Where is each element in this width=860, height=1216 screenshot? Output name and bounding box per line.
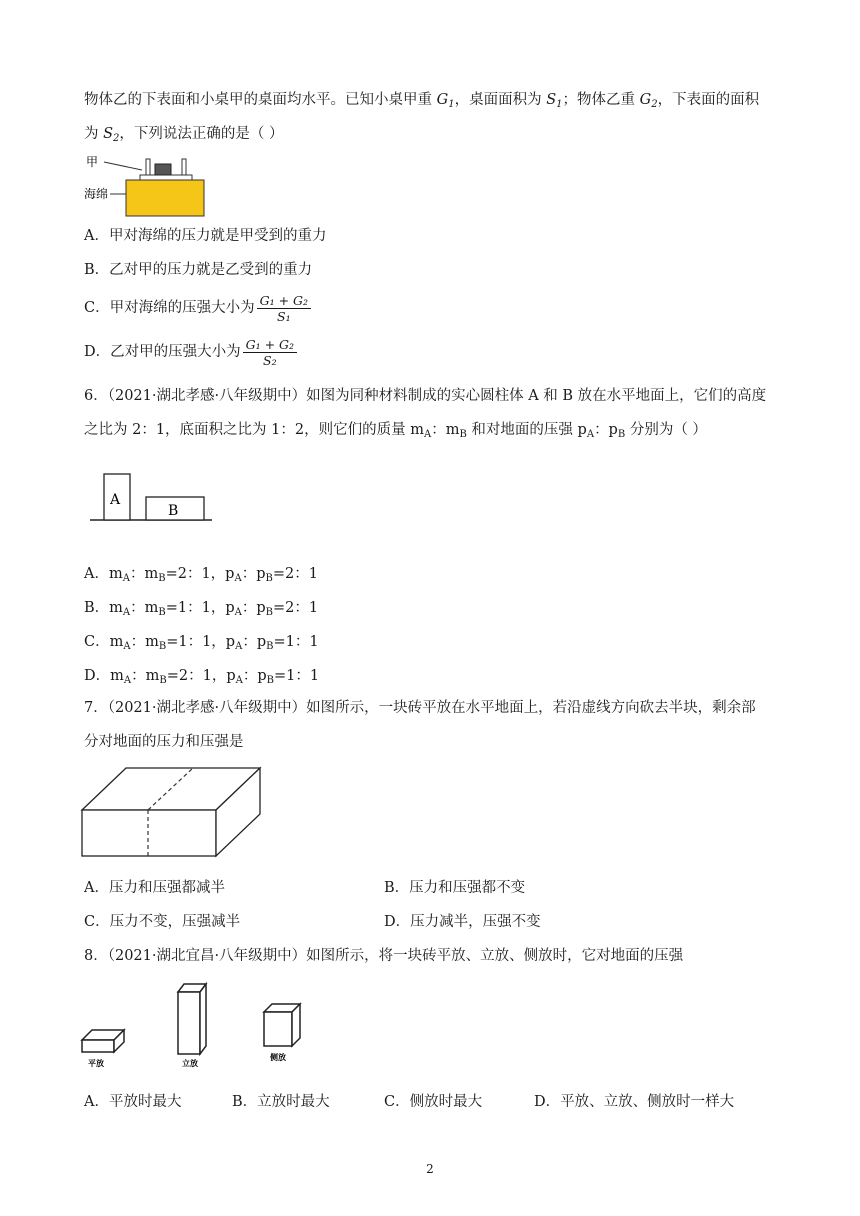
side-brick-front xyxy=(264,1012,292,1046)
q8-stem-line-1: 8．（2021·湖北宜昌·八年级期中）如图所示，将一块砖平放、立放、侧放时，它对地面的压强 xyxy=(84,948,684,964)
intro-line-2: 为 $S_2$，下列说法正确的是（ ） xyxy=(84,126,284,144)
label-cylinder-b: B xyxy=(168,503,179,519)
upright-brick-front xyxy=(178,992,200,1054)
q5-option-d: D．乙对甲的压强大小为 $\frac{\text{G₁ + G₂}}{\text{S₂}}$ xyxy=(84,332,297,372)
label-line-jia xyxy=(104,162,142,170)
q8-option-b: B．立放时最大 xyxy=(232,1094,330,1110)
label-flat: 平放 xyxy=(88,1059,104,1068)
side-brick-side xyxy=(292,1004,300,1046)
flat-brick-front xyxy=(82,1040,114,1052)
figure-brick-dashed xyxy=(78,764,266,860)
page-number: 2 xyxy=(426,1162,434,1176)
intro-line-1: 物体乙的下表面和小桌甲的桌面均水平。已知小桌甲重 $G_1$，桌面面积为 $S_1$；物体乙重 $G_2$，下表面的面积 xyxy=(84,92,760,110)
q8-option-d: D．平放、立放、侧放时一样大 xyxy=(534,1094,735,1110)
q7-option-a: A．压力和压强都减半 xyxy=(84,880,225,896)
label-side: 侧放 xyxy=(270,1053,286,1062)
sponge-block xyxy=(126,180,204,216)
q7-stem-line-1: 7．（2021·湖北孝感·八年级期中）如图所示，一块砖平放在水平地面上，若沿虚线方向砍去半块，剩余部 xyxy=(84,700,756,716)
brick-front-face xyxy=(82,810,216,856)
table-top xyxy=(140,175,192,180)
object-yi xyxy=(155,164,171,175)
q5-option-a: A．甲对海绵的压力就是甲受到的重力 xyxy=(84,228,327,244)
figure-table-on-sponge-svg xyxy=(84,150,214,220)
label-cylinder-a: A xyxy=(110,492,121,508)
figure-table-on-sponge xyxy=(84,150,214,220)
figure-cylinders xyxy=(88,470,218,526)
q5-option-b: B．乙对甲的压力就是乙受到的重力 xyxy=(84,262,313,278)
q7-option-b: B．压力和压强都不变 xyxy=(384,880,526,896)
fraction-c: $\frac{\text{G₁ + G₂}}{\text{S₁}}$ xyxy=(257,293,311,324)
q6-stem-line-2: 之比为 2：1，底面积之比为 1：2，则它们的质量 $m_A$：$m_B$ 和对地面的压强 $p_A$：$p_B$ 分别为（ ） xyxy=(84,422,707,440)
q8-option-a: A．平放时最大 xyxy=(84,1094,182,1110)
figure-brick-orientations xyxy=(78,980,318,1078)
label-jia: 甲 xyxy=(86,155,99,169)
label-sponge: 海绵 xyxy=(84,187,109,201)
table-leg-left xyxy=(146,159,150,175)
label-upright: 立放 xyxy=(182,1059,198,1068)
q7-option-d: D．压力减半，压强不变 xyxy=(384,914,541,930)
q6-option-d: D．$m_A$：$m_B=2$：1，$p_A$：$p_B=1$：1 xyxy=(84,668,320,686)
fraction-d: $\frac{\text{G₁ + G₂}}{\text{S₂}}$ xyxy=(243,337,297,368)
table-leg-right xyxy=(182,159,186,175)
figure-orientations-svg xyxy=(78,980,318,1078)
upright-brick-side xyxy=(200,984,206,1054)
figure-brick-svg xyxy=(78,764,266,860)
q6-option-c: C．$m_A$：$m_B=1$：1，$p_A$：$p_B=1$：1 xyxy=(84,634,319,652)
figure-cylinders-svg xyxy=(88,470,218,526)
q7-stem-line-2: 分对地面的压力和压强是 xyxy=(84,734,244,750)
q6-option-a: A．$m_A$：$m_B=2$：1，$p_A$：$p_B=2$：1 xyxy=(84,566,318,584)
q8-option-c: C．侧放时最大 xyxy=(384,1094,483,1110)
q6-stem-line-1: 6．（2021·湖北孝感·八年级期中）如图为同种材料制成的实心圆柱体 A 和 B 放在水平地面上，它们的高度 xyxy=(84,388,767,404)
q7-option-c: C．压力不变，压强减半 xyxy=(84,914,241,930)
q5-option-c: C．甲对海绵的压强大小为 $\frac{\text{G₁ + G₂}}{\text{S₁}}$ xyxy=(84,288,311,328)
q6-option-b: B．$m_A$：$m_B=1$：1，$p_A$：$p_B=2$：1 xyxy=(84,600,319,618)
